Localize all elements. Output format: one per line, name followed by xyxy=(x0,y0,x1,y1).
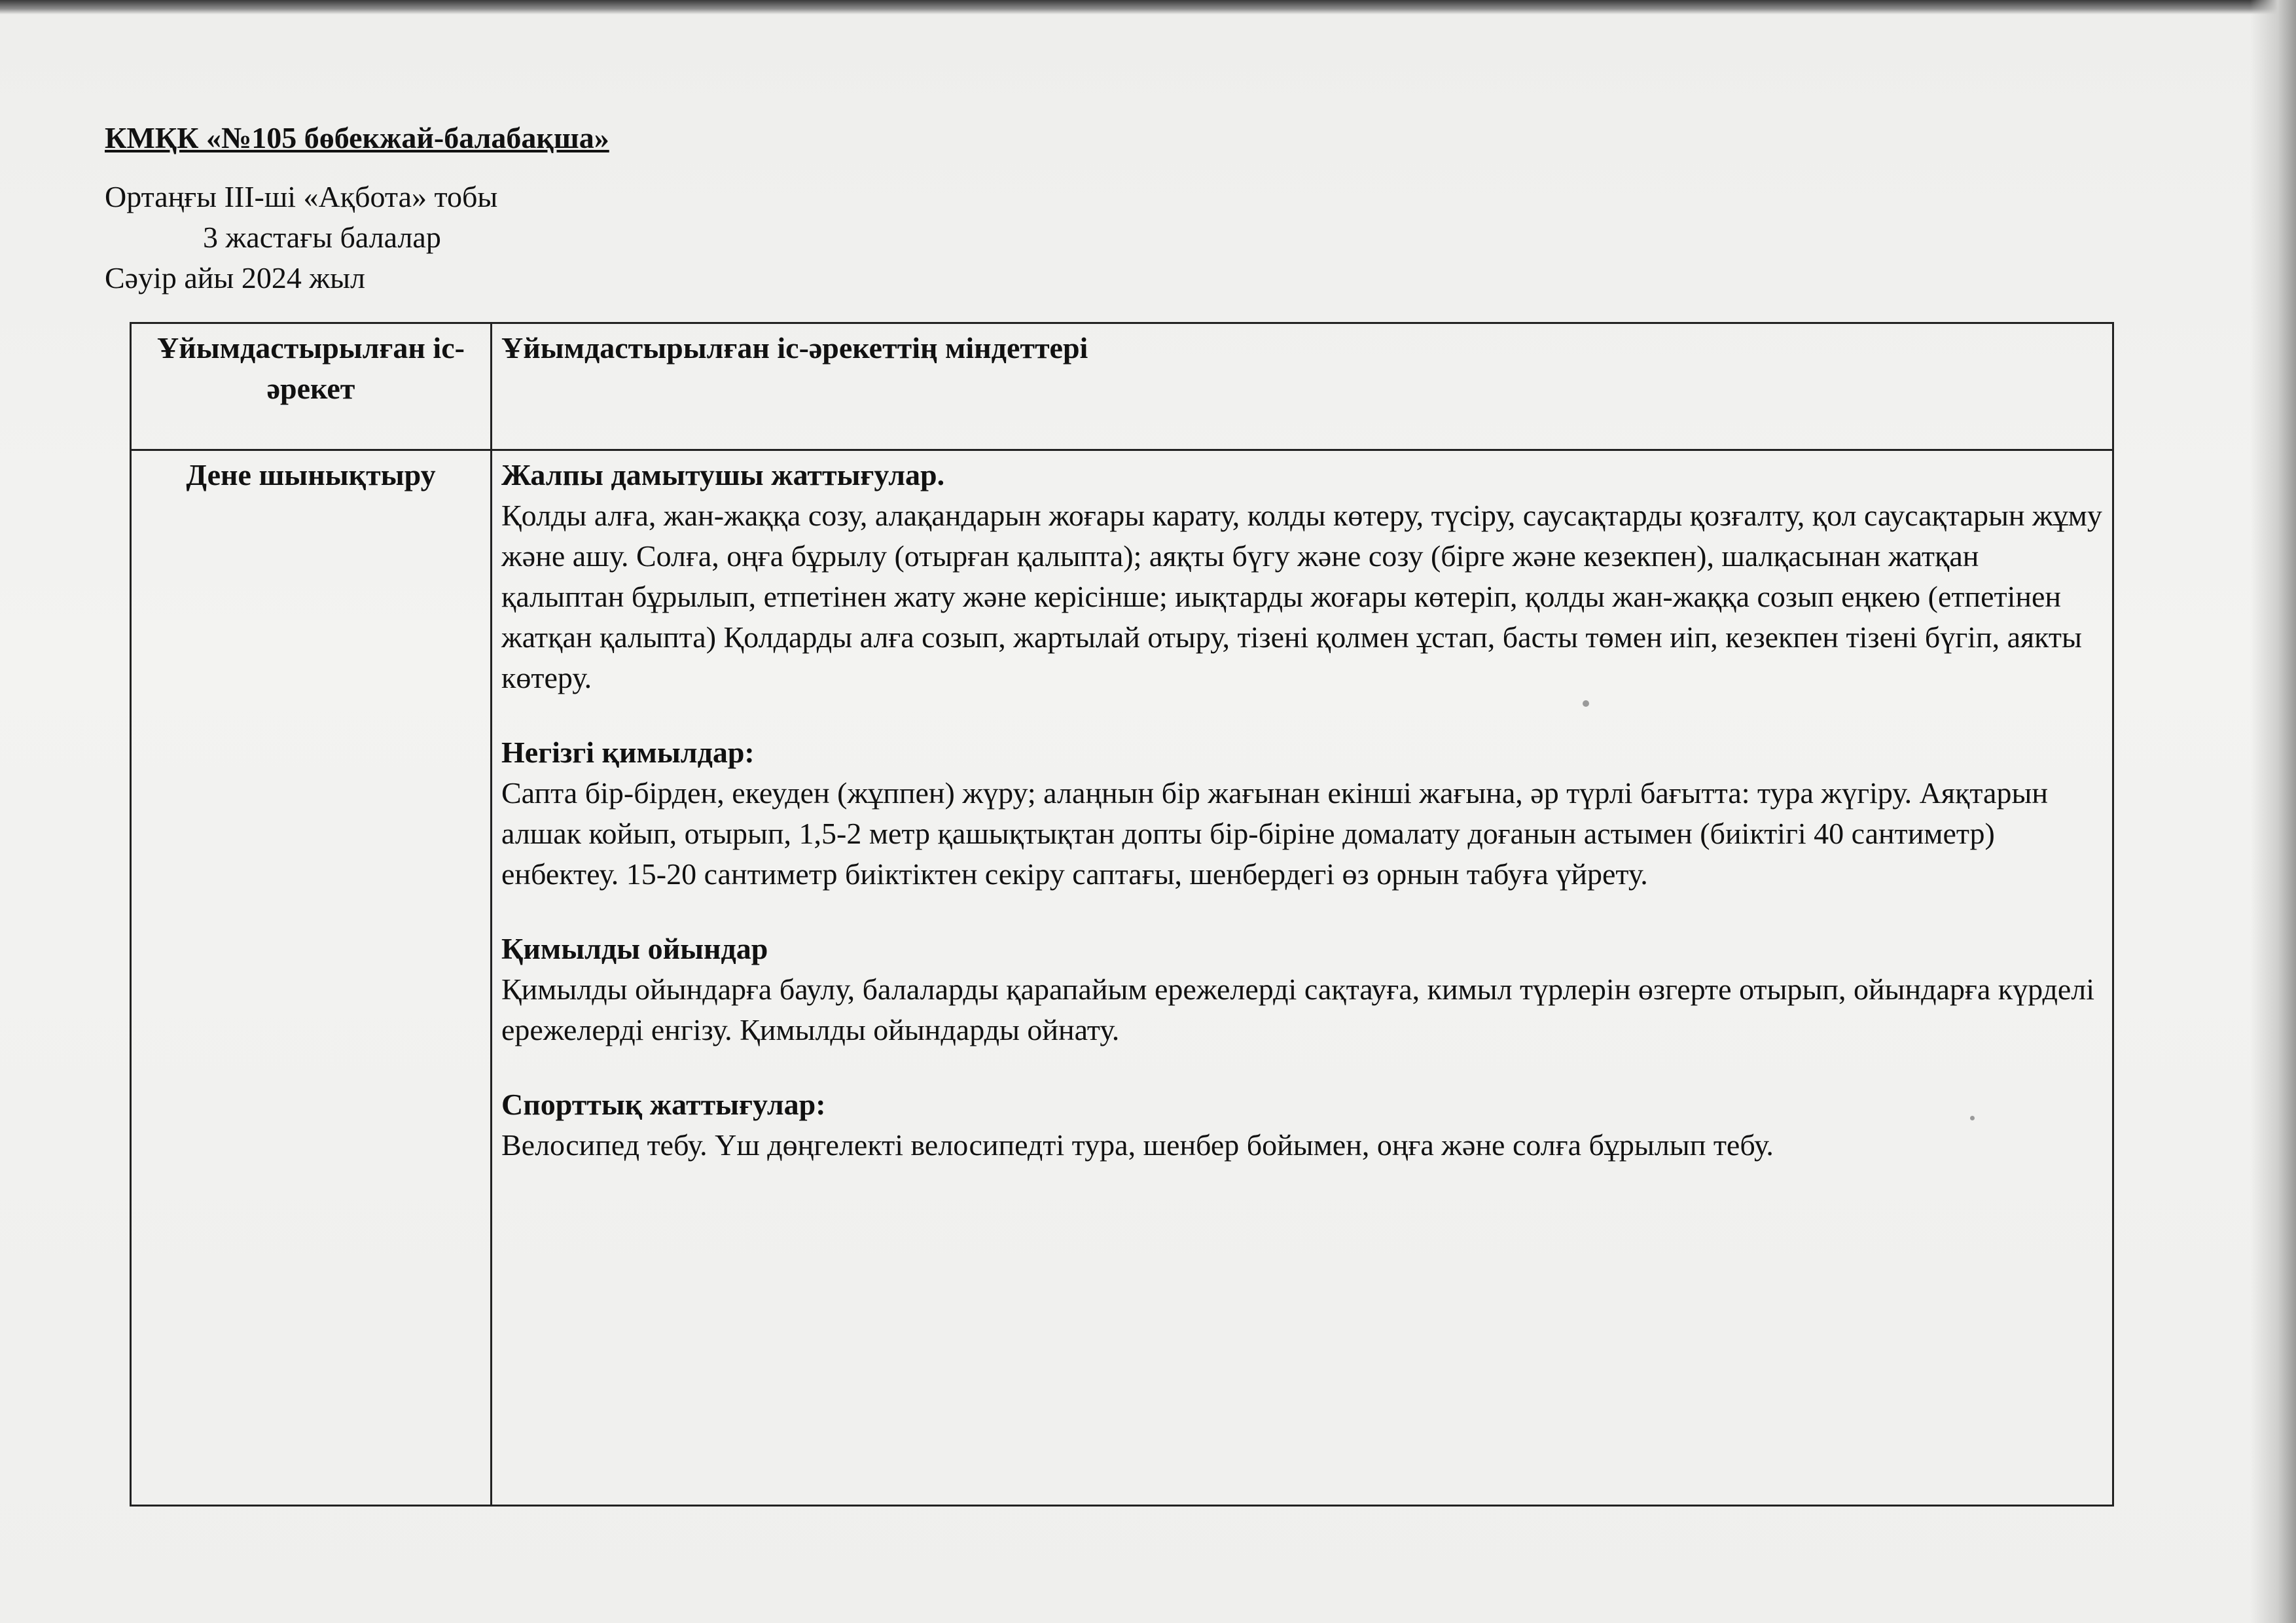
scan-speck xyxy=(1583,700,1589,707)
age-group: 3 жастағы балалар xyxy=(203,221,441,254)
section-general-exercises xyxy=(501,455,2103,698)
group-name: Ортаңғы ІІІ-ші «Ақбота» тобы xyxy=(105,180,498,213)
section-text: Сапта бір-бірден, екеуден (жұппен) жүру; алаңнын бір жағынан екінші жағына, әр түрлі бағытта: тура жүгіру. Аяқтарын алшак койып, отырып, 1,5-2 метр қашықтықтан допты бір-біріне домалату доғанын астымен (биіктігі 40 сантиметр) енбектеу. 15-20 сантиметр биіктіктен секіру саптағы, шенбердегі өз орнын табуға үйрету. xyxy=(501,776,2048,891)
section-text: Велосипед тебу. Үш дөңгелекті велосипедті тура, шенбер бойымен, оңға және солға бұрылып тебу. xyxy=(501,1128,1774,1162)
section-basic-movements xyxy=(501,732,2103,895)
scan-edge-top xyxy=(0,0,2296,14)
scan-edge-right xyxy=(2250,0,2296,1623)
section-text: Қолды алға, жан-жаққа созу, алақандарын жоғары карату, колды көтеру, түсіру, саусақтарды қозғалту, қол саусақтарын жұму және ашу. Солға, оңға бұрылу (отырған қалыпта); аяқты бүгу және созу (бірге және кезекпен), шалқасынан жатқан қалыптан бұрылып, етпетінен жату және керісінше; иықтарды жоғары көтеріп, қолды жан-жаққа созып еңкею (етпетінен жатқан қалыпта) Қолдарды алға созып, жартылай отыру, тізені қолмен ұстап, басты төмен иіп, кезекпен тізені бүгіп, аякты көтеру. xyxy=(501,499,2102,695)
month-year: Сәуір айы 2024 жыл xyxy=(105,261,365,294)
section-title: Жалпы дамытушы жаттығулар. xyxy=(501,458,945,492)
column-header-tasks: Ұйымдастырылған іс-әрекеттің міндеттері xyxy=(492,323,2113,450)
column-header-activity: Ұйымдастырылған іс-әрекет xyxy=(131,323,492,450)
section-sport-exercises xyxy=(501,1084,2103,1166)
table-header-row xyxy=(131,323,2113,450)
document-header xyxy=(105,118,609,298)
section-active-games xyxy=(501,929,2103,1050)
section-text: Қимылды ойындарға баулу, балаларды қарапайым ережелерді сақтауға, кимыл түрлерін өзгерте отырып, ойындарға күрделі ережелерді енгізу. Қимылды ойындарды ойнату. xyxy=(501,972,2095,1047)
scan-speck xyxy=(1970,1116,1975,1120)
activity-plan-table xyxy=(130,322,2114,1507)
table-row xyxy=(131,450,2113,1506)
tasks-cell xyxy=(492,450,2113,1506)
section-title: Спорттық жаттығулар: xyxy=(501,1088,826,1122)
activity-name-cell: Дене шынықтыру xyxy=(131,450,492,1506)
section-title: Негізгі қимылдар: xyxy=(501,736,755,770)
organization-name: КМҚК «№105 бөбекжай-балабақша» xyxy=(105,121,609,154)
section-title: Қимылды ойындар xyxy=(501,932,768,966)
